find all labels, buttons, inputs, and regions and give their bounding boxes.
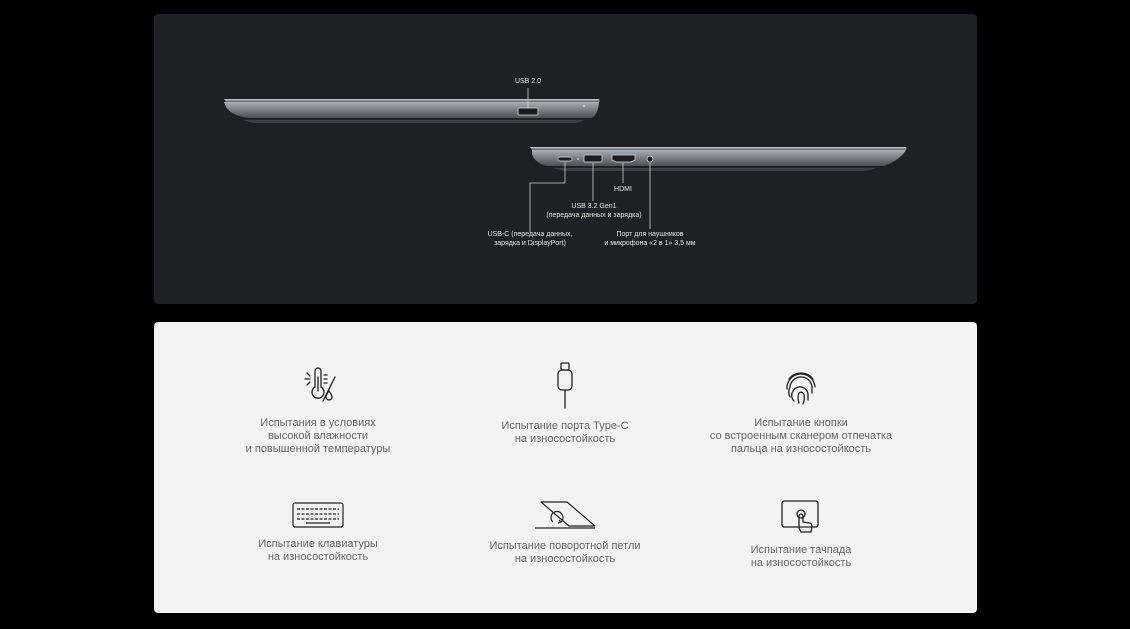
hdmi-port-icon [612,155,635,162]
test-type-c-caption: Испытание порта Type-C на износостойкость [501,420,629,445]
test-fingerprint-caption: Испытание кнопки со встроенным сканером отпечатка пальца на износостойкость [709,417,893,455]
test-touchpad-caption: Испытание тачпада на износостойкость [750,544,852,569]
test-humidity [198,367,438,456]
audio-jack-icon [647,156,653,162]
test-touchpad [681,500,921,570]
audio-label: Порт для наушников и микрофона «2 в 1» 3,5 мм [604,231,696,247]
usb32-label: USB 3.2 Gen1 (передача данных и зарядка) [546,203,642,219]
ports-panel [154,14,977,304]
touchpad-icon [781,500,821,534]
test-type-c [445,362,685,446]
hinge-icon [533,500,597,530]
test-hinge [445,500,685,566]
test-keyboard-caption: Испытание клавиатуры на износостойкость [258,538,378,563]
test-fingerprint [681,367,921,456]
durability-tests-panel [154,322,977,613]
humidity-temperature-icon [297,367,339,407]
usb2-port-icon [518,108,538,115]
test-humidity-caption: Испытания в условиях высокой влажности и повышенной температуры [245,417,391,455]
laptop-side-views [154,14,977,304]
usbc-label: USB-C (передача данных, зарядка и DisplayPort) [487,231,573,247]
keyboard-icon [292,502,344,528]
usb32-port-icon [584,155,602,162]
laptop-left-side [224,88,600,123]
hdmi-label: HDMI [614,186,632,193]
fingerprint-icon [781,367,821,407]
type-c-plug-icon [555,362,575,410]
usb2-label: USB 2.0 [514,78,542,85]
usbc-port-icon [558,157,572,161]
test-hinge-caption: Испытание поворотной петли на износостойкость [489,540,641,565]
test-keyboard [198,502,438,564]
